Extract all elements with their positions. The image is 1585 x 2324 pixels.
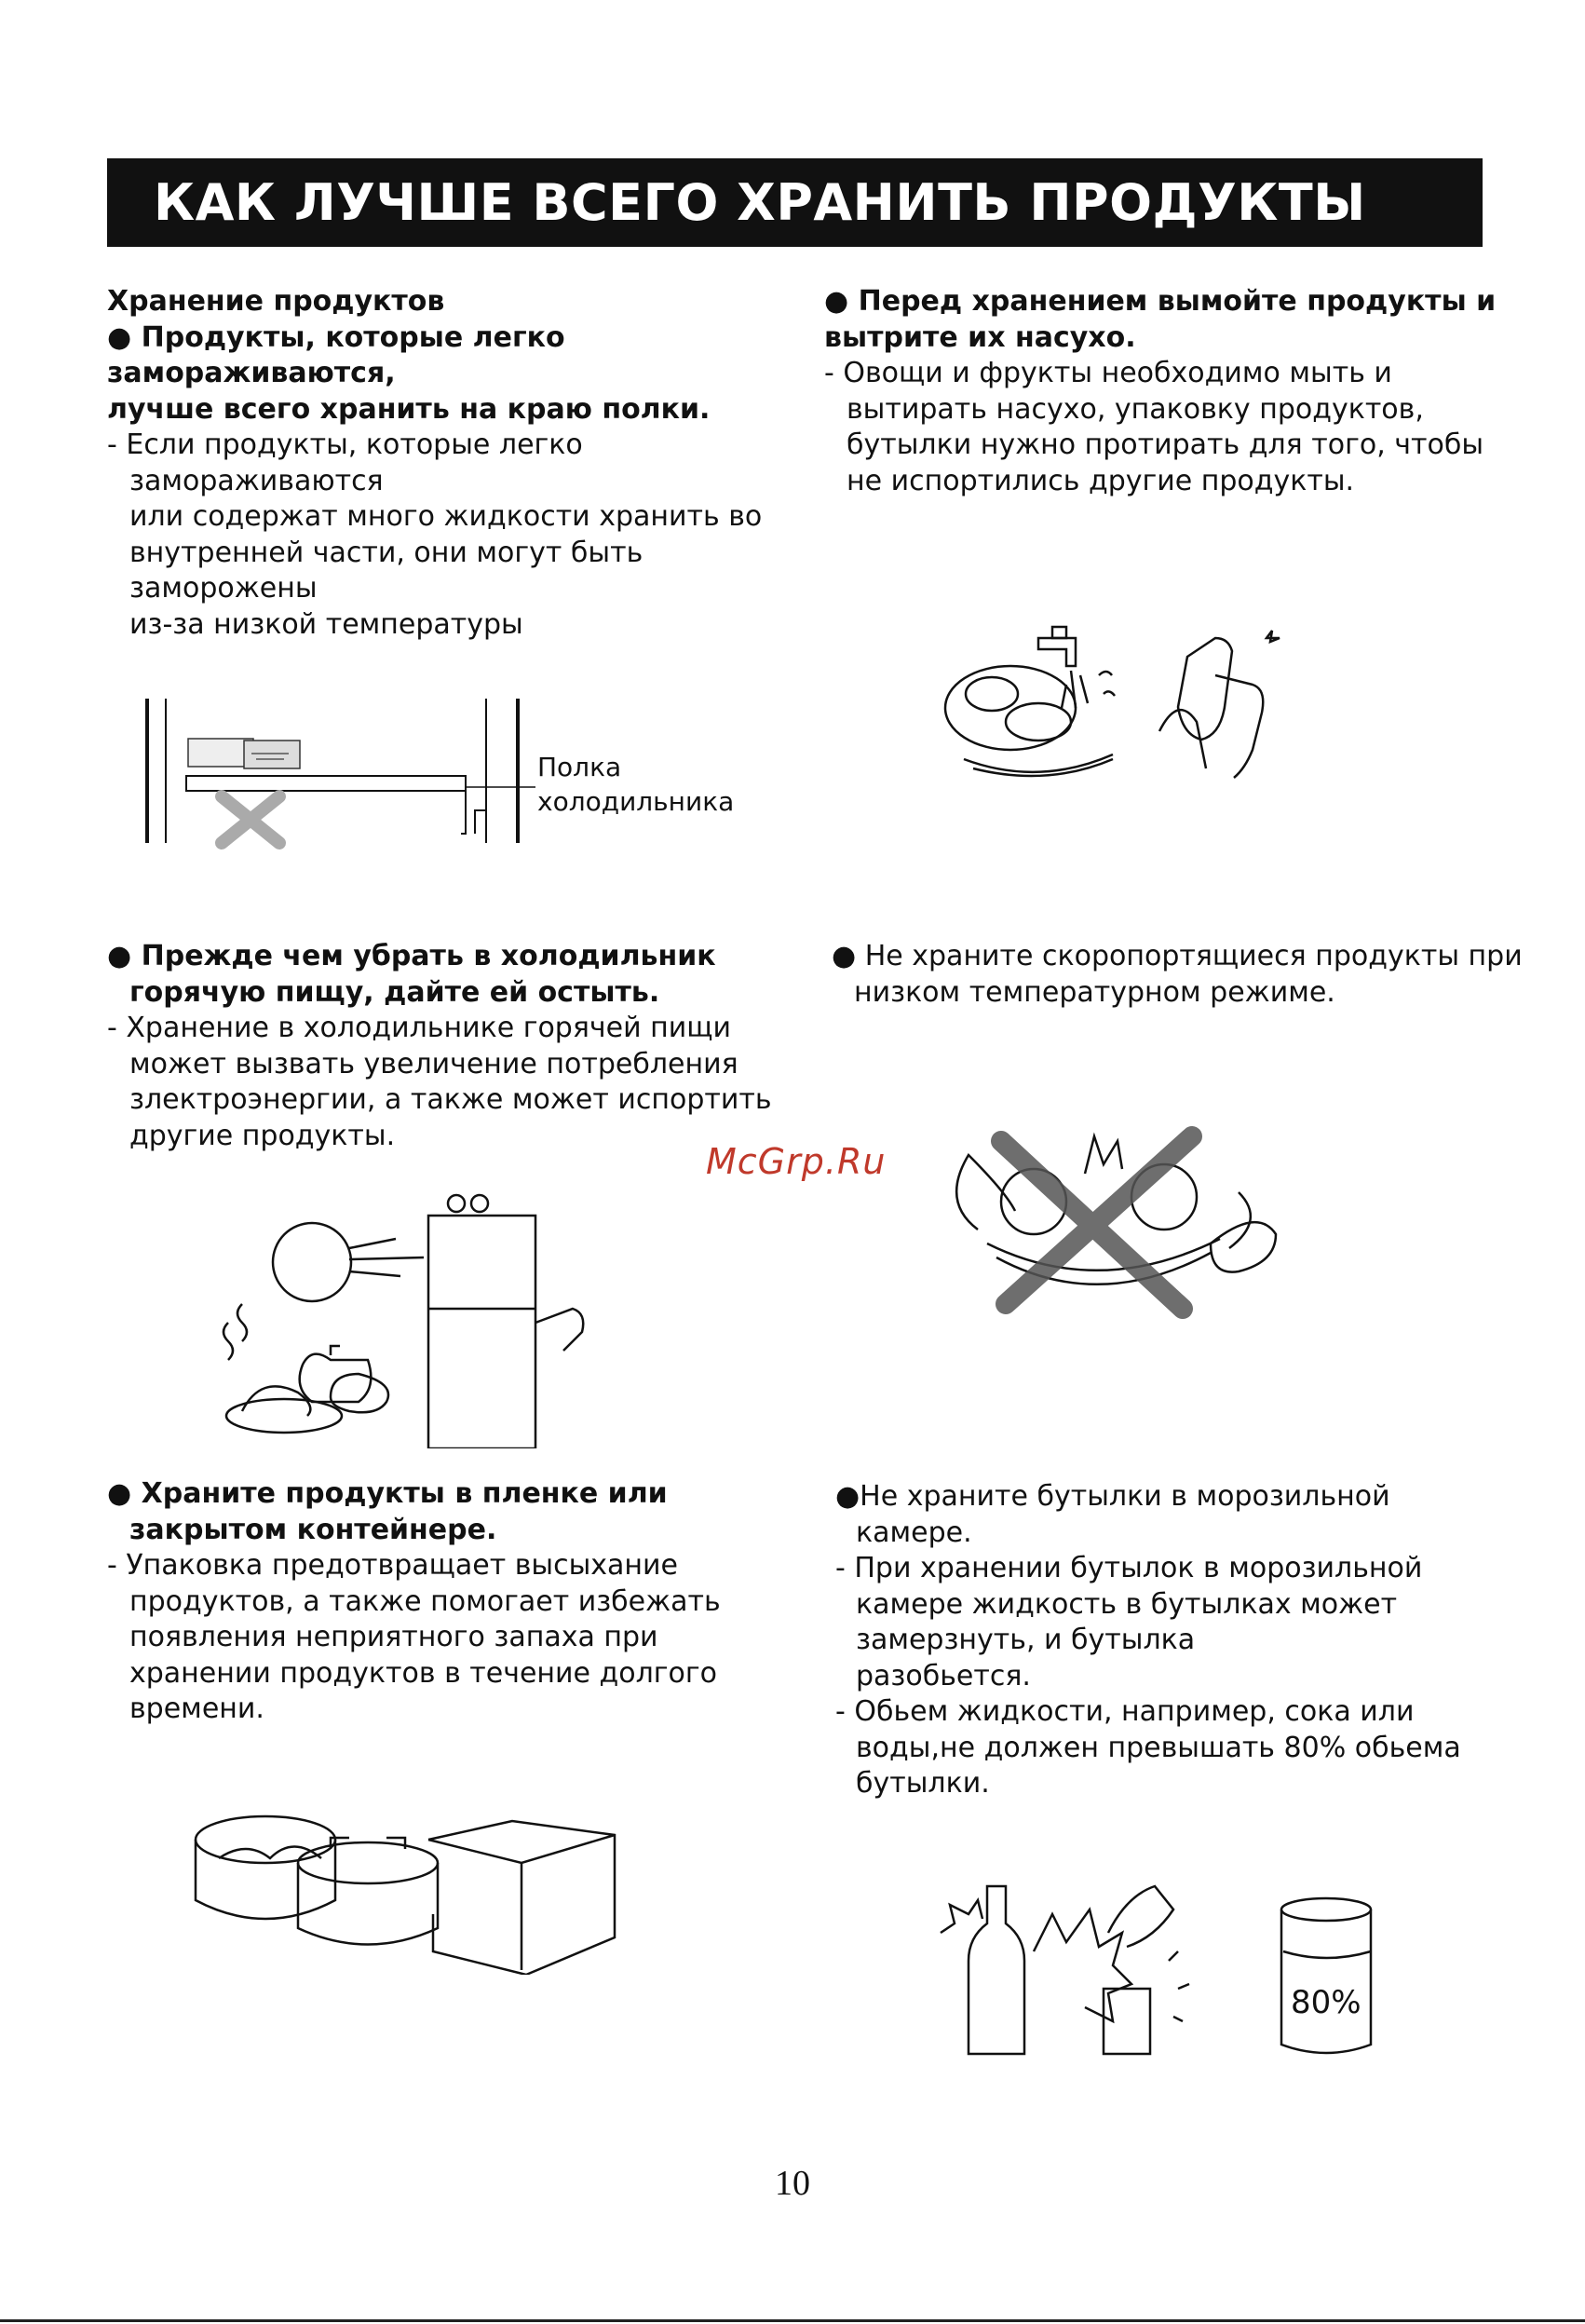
title-bar — [107, 158, 1483, 247]
page-edge-line — [0, 2319, 1585, 2322]
text-line: замораживаются — [129, 464, 384, 497]
washing-produce-icon — [936, 619, 1308, 796]
text-line: другие продукты. — [129, 1119, 396, 1152]
text-line: ● Не храните скоропортящиеся продукты при — [832, 940, 1523, 972]
text-line: внутренней части, они могут быть — [129, 536, 643, 569]
text-line: из-за низкой температуры — [129, 607, 523, 641]
text-line: хранении продуктов в течение долгого — [129, 1656, 718, 1690]
section-cool — [107, 939, 772, 1154]
text-line: разобьется. — [856, 1659, 1031, 1692]
bold-line: ● Продукты, которые легко — [107, 320, 565, 354]
text-line: камере жидкость в бутылках может — [856, 1587, 1398, 1621]
bold-line: закрытом контейнере. — [129, 1513, 497, 1546]
text-line: - Если продукты, которые легко — [107, 428, 583, 461]
bold-line: ● Перед хранением вымойте продукты и — [824, 285, 1497, 318]
bold-line: ● Храните продукты в пленке или — [107, 1477, 668, 1510]
text-line: бутылки нужно протирать для того, чтобы — [847, 428, 1484, 461]
text-line: камере. — [856, 1515, 972, 1549]
text-line: или содержат много жидкости хранить во — [129, 500, 763, 533]
shelf-label-line: холодильника — [537, 786, 735, 817]
text-line: ●Не храните бутылки в морозильной — [835, 1480, 1390, 1513]
text-line: злектроэнергии, а также может испортить — [129, 1083, 772, 1116]
text-line: замерзнуть, и бутылка — [856, 1624, 1196, 1656]
bold-line: горячую пищу, дайте ей остыть. — [129, 975, 660, 1009]
text-line: времени. — [129, 1692, 264, 1725]
shelf-label — [537, 750, 734, 819]
page-number: 10 — [775, 2164, 810, 2203]
text-line: - Упаковка предотвращает высыхание — [107, 1549, 678, 1582]
text-line: - Овощи и фрукты необходимо мыть и — [824, 357, 1392, 389]
text-line: не испортились другие продукты. — [847, 464, 1355, 497]
text-line: продуктов, а также помогает избежать — [129, 1584, 721, 1618]
bold-line: ● Прежде чем убрать в холодильник — [107, 940, 716, 972]
text-line: появления неприятного запаха при — [129, 1621, 658, 1653]
watermark: McGrp.Ru — [706, 1141, 887, 1182]
bold-line: вытрите их насухо. — [824, 320, 1136, 354]
section-perishable — [832, 939, 1523, 1011]
measuring-beaker-icon — [1278, 1896, 1380, 2059]
text-line: вытирать насухо, упаковку продуктов, — [847, 392, 1424, 426]
food-containers-icon — [191, 1802, 619, 1975]
section-heading: Хранение продуктов — [107, 285, 445, 318]
section-edge — [107, 284, 762, 643]
text-line: - Хранение в холодильнике горячей пищи — [107, 1012, 731, 1044]
text-line: - При хранении бутылок в морозильной — [835, 1552, 1423, 1584]
broken-bottles-icon — [931, 1877, 1248, 2063]
section-dry — [824, 284, 1496, 499]
crossed-fruit-basket-icon — [922, 1108, 1294, 1332]
page-title: КАК ЛУЧШЕ ВСЕГО ХРАНИТЬ ПРОДУКТЫ — [154, 173, 1366, 232]
shelf-diagram-icon — [140, 694, 531, 852]
text-line: может вызвать увеличение потребления — [129, 1047, 738, 1080]
section-bottles — [835, 1479, 1461, 1802]
shelf-label-line: Полка — [537, 752, 622, 782]
hot-food-fridge-icon — [210, 1183, 629, 1448]
bold-line: лучше всего хранить на краю полки. — [107, 392, 711, 426]
text-line: воды,не должен превышать 80% обьема — [856, 1731, 1461, 1764]
text-line: низком температурном режиме. — [854, 975, 1335, 1009]
text-line: бутылки. — [856, 1767, 990, 1800]
beaker-label: 80% — [1291, 1984, 1361, 2021]
bold-line: замораживаются, — [107, 357, 396, 389]
text-line: - Обьем жидкости, например, сока или — [835, 1695, 1415, 1728]
label-pointer — [466, 782, 540, 792]
section-wrap — [107, 1476, 721, 1728]
text-line: заморожены — [129, 572, 318, 605]
